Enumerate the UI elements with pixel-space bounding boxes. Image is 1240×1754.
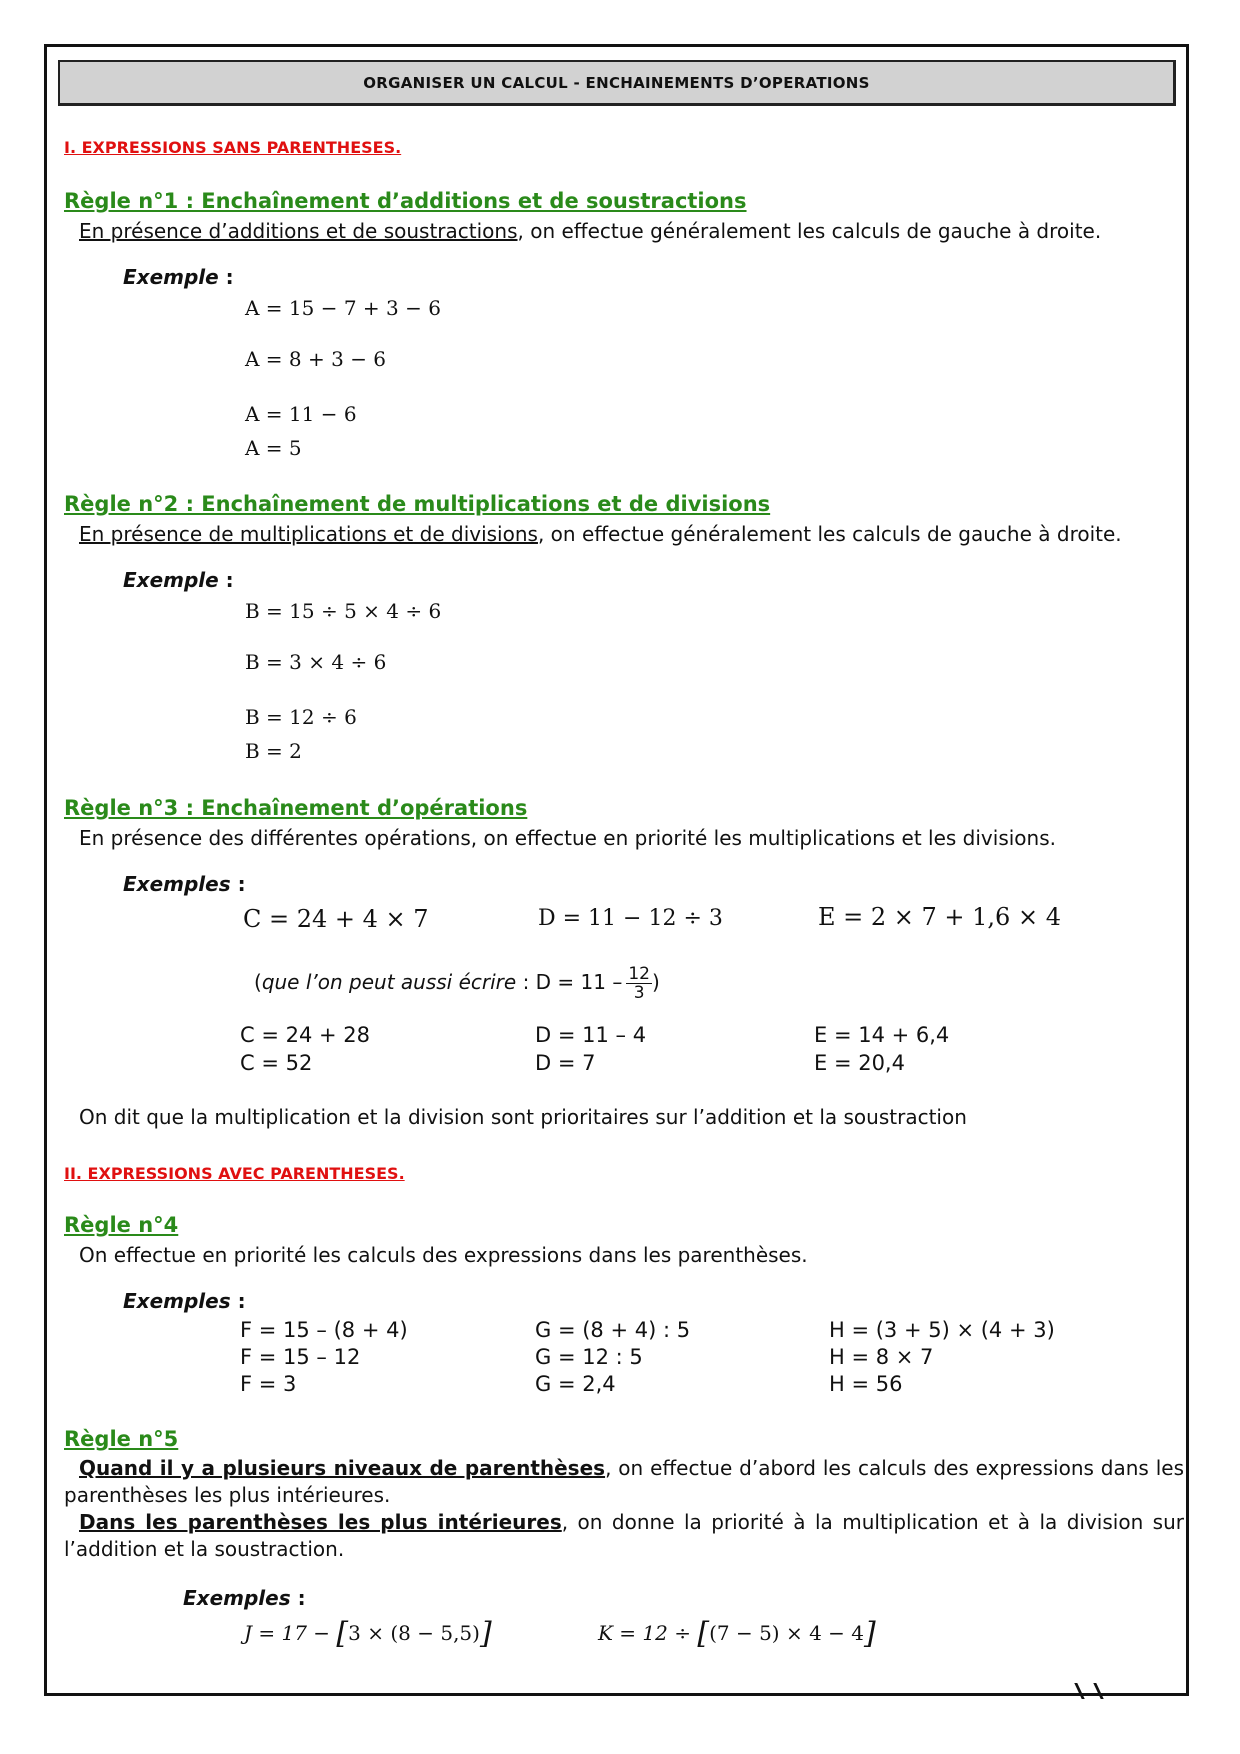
expr-e: E = 2 × 7 + 1,6 × 4 [818,903,1061,931]
section-1-heading: I. EXPRESSIONS SANS PARENTHESES. [64,138,402,157]
expr-k-inner: (7 − 5) × 4 − 4 [709,1621,864,1645]
example-word: Exemple [123,568,219,592]
col-f-line: F = 15 – 12 [240,1345,361,1369]
col-f-line: F = 3 [240,1372,297,1396]
rule-3-example-label: Exemples : [123,872,246,896]
col-h-line: H = 8 × 7 [829,1345,934,1369]
rule-1-step: A = 8 + 3 − 6 [245,347,387,371]
rule-2-step: B = 12 ÷ 6 [245,705,357,729]
col-g-line: G = (8 + 4) : 5 [535,1318,691,1342]
rule-2-step: B = 15 ÷ 5 × 4 ÷ 6 [245,599,442,623]
page-frame [44,44,1189,1696]
expr-c: C = 24 + 4 × 7 [243,905,429,933]
example-word: Exemples [183,1586,291,1610]
col-e-line: E = 20,4 [814,1051,905,1075]
rule-2-text-rest: , on effectue généralement les calculs de gauche à droite. [537,522,1122,546]
rule-3-note: (que l’on peut aussi écrire : D = 11 – $\frac{12}{3}$ ) [254,964,660,1003]
rule-1-text [79,219,1101,243]
col-h-line: H = (3 + 5) × (4 + 3) [829,1318,1055,1342]
rule-2-step: B = 3 × 4 ÷ 6 [245,650,387,674]
rule-2-text-underlined: En présence de multiplications et de divisions [79,522,538,546]
rule-3-title: Règle n°3 : Enchaînement d’opérations [64,796,528,820]
rule-4-text: On effectue en priorité les calculs des expressions dans les parenthèses. [79,1243,808,1267]
note-fraction [626,965,652,1002]
section-2-heading: II. EXPRESSIONS AVEC PARENTHESES. [64,1164,405,1183]
rule-5-paragraph-2 [64,1509,1184,1563]
rule-1-text-rest: , on effectue généralement les calculs de gauche à droite. [517,219,1102,243]
col-c-line: C = 24 + 28 [240,1023,370,1047]
rule-3-conclusion: On dit que la multiplication et la division sont prioritaires sur l’addition et la soustraction [79,1105,967,1129]
col-h-line: H = 56 [829,1372,903,1396]
fraction-numerator: 12 [628,964,650,984]
note-italic: que l’on peut aussi écrire [261,970,517,994]
example-word: Exemples [123,1289,231,1313]
rule-2-title: Règle n°2 : Enchaînement de multiplications et de divisions [64,492,771,516]
rule-4-title: Règle n°4 [64,1213,179,1237]
title-box [58,60,1176,106]
rule-2-example-label: Exemple : [123,568,234,592]
page-title: ORGANISER UN CALCUL - ENCHAINEMENTS D’OPERATIONS [363,73,870,92]
rule-5-title: Règle n°5 [64,1427,179,1451]
col-d-line: D = 11 – 4 [535,1023,647,1047]
expr-j: J = 17 − [3 × (8 − 5,5)] [244,1616,492,1651]
expr-k-start: K = 12 ÷ [598,1621,698,1645]
expr-d: D = 11 − 12 ÷ 3 [538,906,723,931]
col-e-line: E = 14 + 6,4 [814,1023,950,1047]
rule-1-step: A = 11 − 6 [245,402,357,426]
col-c-line: C = 52 [240,1051,313,1075]
col-g-line: G = 2,4 [535,1372,616,1396]
example-word: Exemple [123,265,219,289]
rule-5-p2-bold: Dans les parenthèses les plus intérieures [79,1510,562,1534]
rule-1-step: A = 5 [245,436,302,460]
rule-1-step: A = 15 − 7 + 3 − 6 [245,296,441,320]
rule-5-p1-bold: Quand il y a plusieurs niveaux de parenthèses [79,1456,606,1480]
expr-j-inner: 3 × (8 − 5,5) [348,1621,480,1645]
col-g-line: G = 12 : 5 [535,1345,643,1369]
rule-1-title: Règle n°1 : Enchaînement d’additions et de soustractions [64,189,747,213]
rule-5-example-label: Exemples : [183,1586,306,1610]
rule-1-example-label: Exemple : [123,265,234,289]
rule-3-text: En présence des différentes opérations, on effectue en priorité les multiplications et les divisions. [79,826,1056,850]
rule-2-step: B = 2 [245,739,302,763]
col-d-line: D = 7 [535,1051,596,1075]
example-word: Exemples [123,872,231,896]
note-eq: : D = 11 – [522,970,623,994]
rule-4-example-label: Exemples : [123,1289,246,1313]
rule-2-text [79,522,1122,546]
rule-5-paragraph-1 [64,1455,1184,1509]
expr-j-start: J = 17 − [244,1621,337,1645]
rule-5-p1-rest: , on effectue d’abord les calculs des expressions dans les parenthèses les plus intérieures. [64,1456,1184,1507]
col-f-line: F = 15 – (8 + 4) [240,1318,408,1342]
rule-5-p2-rest: , on donne la priorité à la multiplication et à la division sur l’addition et la soustraction. [64,1510,1185,1561]
expr-k: K = 12 ÷ [(7 − 5) × 4 − 4] [598,1616,876,1651]
rule-1-text-underlined: En présence d’additions et de soustractions [79,219,518,243]
fraction-denominator: 3 [633,983,645,1003]
